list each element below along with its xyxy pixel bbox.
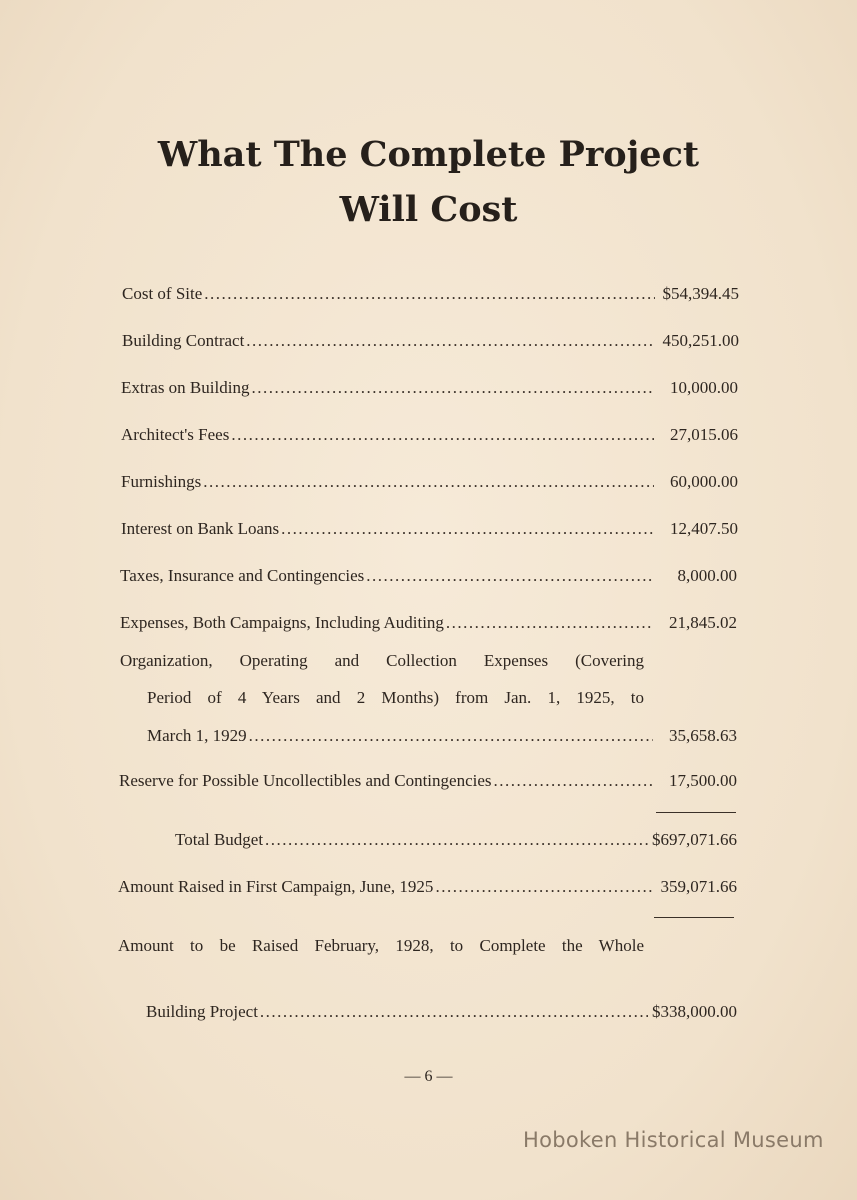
cost-row — [120, 566, 737, 592]
row-amount: 21,845.02 — [669, 613, 737, 632]
page-title-line-2: Will Cost — [339, 189, 518, 230]
leader-dots — [446, 613, 653, 633]
cost-row — [121, 472, 738, 498]
leader-dots — [265, 830, 648, 850]
row-amount: 17,500.00 — [669, 771, 737, 790]
leader-dots — [231, 425, 654, 445]
total-row — [175, 830, 737, 856]
row-label: Taxes, Insurance and Contingencies — [120, 566, 365, 585]
leader-dots — [203, 472, 654, 492]
raised-row — [118, 877, 737, 903]
row-amount: $54,394.45 — [662, 284, 739, 303]
sum-divider — [654, 917, 734, 918]
row-amount: 450,251.00 — [662, 331, 739, 350]
cost-row — [121, 425, 738, 451]
cost-row — [121, 378, 738, 404]
cost-row — [122, 284, 739, 310]
leader-dots — [435, 877, 653, 897]
leader-dots — [281, 519, 654, 539]
page-title-line-1: What The Complete Project — [157, 134, 700, 175]
row-label: Reserve for Possible Uncollectibles and Contingencies — [119, 771, 492, 790]
sum-divider — [656, 812, 736, 813]
leader-dots — [260, 1002, 648, 1022]
row-label: March 1, 1929 — [147, 726, 247, 745]
organization-line-1: Organization, Operating and Collection Expenses (Covering — [120, 651, 644, 670]
organization-line-2: Period of 4 Years and 2 Months) from Jan. 1, 1925, to — [147, 688, 644, 707]
cost-row — [120, 613, 737, 639]
cost-row — [119, 771, 737, 797]
leader-dots — [494, 771, 654, 791]
remaining-row — [146, 1002, 737, 1028]
page-number: — 6 — — [404, 1068, 453, 1085]
remaining-line-1: Amount to be Raised February, 1928, to Complete the Whole — [118, 936, 644, 955]
leader-dots — [249, 726, 653, 746]
row-amount: 359,071.66 — [660, 877, 737, 896]
row-label: Interest on Bank Loans — [121, 519, 280, 538]
leader-dots — [204, 284, 655, 304]
row-label: Amount Raised in First Campaign, June, 1925 — [118, 877, 434, 896]
cost-row — [121, 519, 738, 545]
row-label: Architect's Fees — [121, 425, 230, 444]
remaining-amount: $338,000.00 — [652, 1002, 737, 1021]
row-amount: 60,000.00 — [670, 472, 738, 491]
row-amount: 35,658.63 — [669, 726, 737, 745]
total-label: Total Budget — [175, 830, 264, 849]
watermark: Hoboken Historical Museum — [523, 1128, 824, 1152]
row-label: Expenses, Both Campaigns, Including Auditing — [120, 613, 444, 632]
row-amount: 12,407.50 — [670, 519, 738, 538]
cost-row — [147, 726, 737, 752]
row-label: Extras on Building — [121, 378, 250, 397]
row-label: Furnishings — [121, 472, 202, 491]
row-label: Cost of Site — [122, 284, 203, 303]
leader-dots — [366, 566, 653, 586]
total-amount: $697,071.66 — [652, 830, 737, 849]
row-amount: 10,000.00 — [670, 378, 738, 397]
row-label: Building Contract — [122, 331, 245, 350]
leader-dots — [246, 331, 655, 351]
row-amount: 27,015.06 — [670, 425, 738, 444]
cost-row — [122, 331, 739, 357]
row-amount: 8,000.00 — [677, 566, 737, 585]
leader-dots — [251, 378, 654, 398]
row-label: Building Project — [146, 1002, 258, 1021]
